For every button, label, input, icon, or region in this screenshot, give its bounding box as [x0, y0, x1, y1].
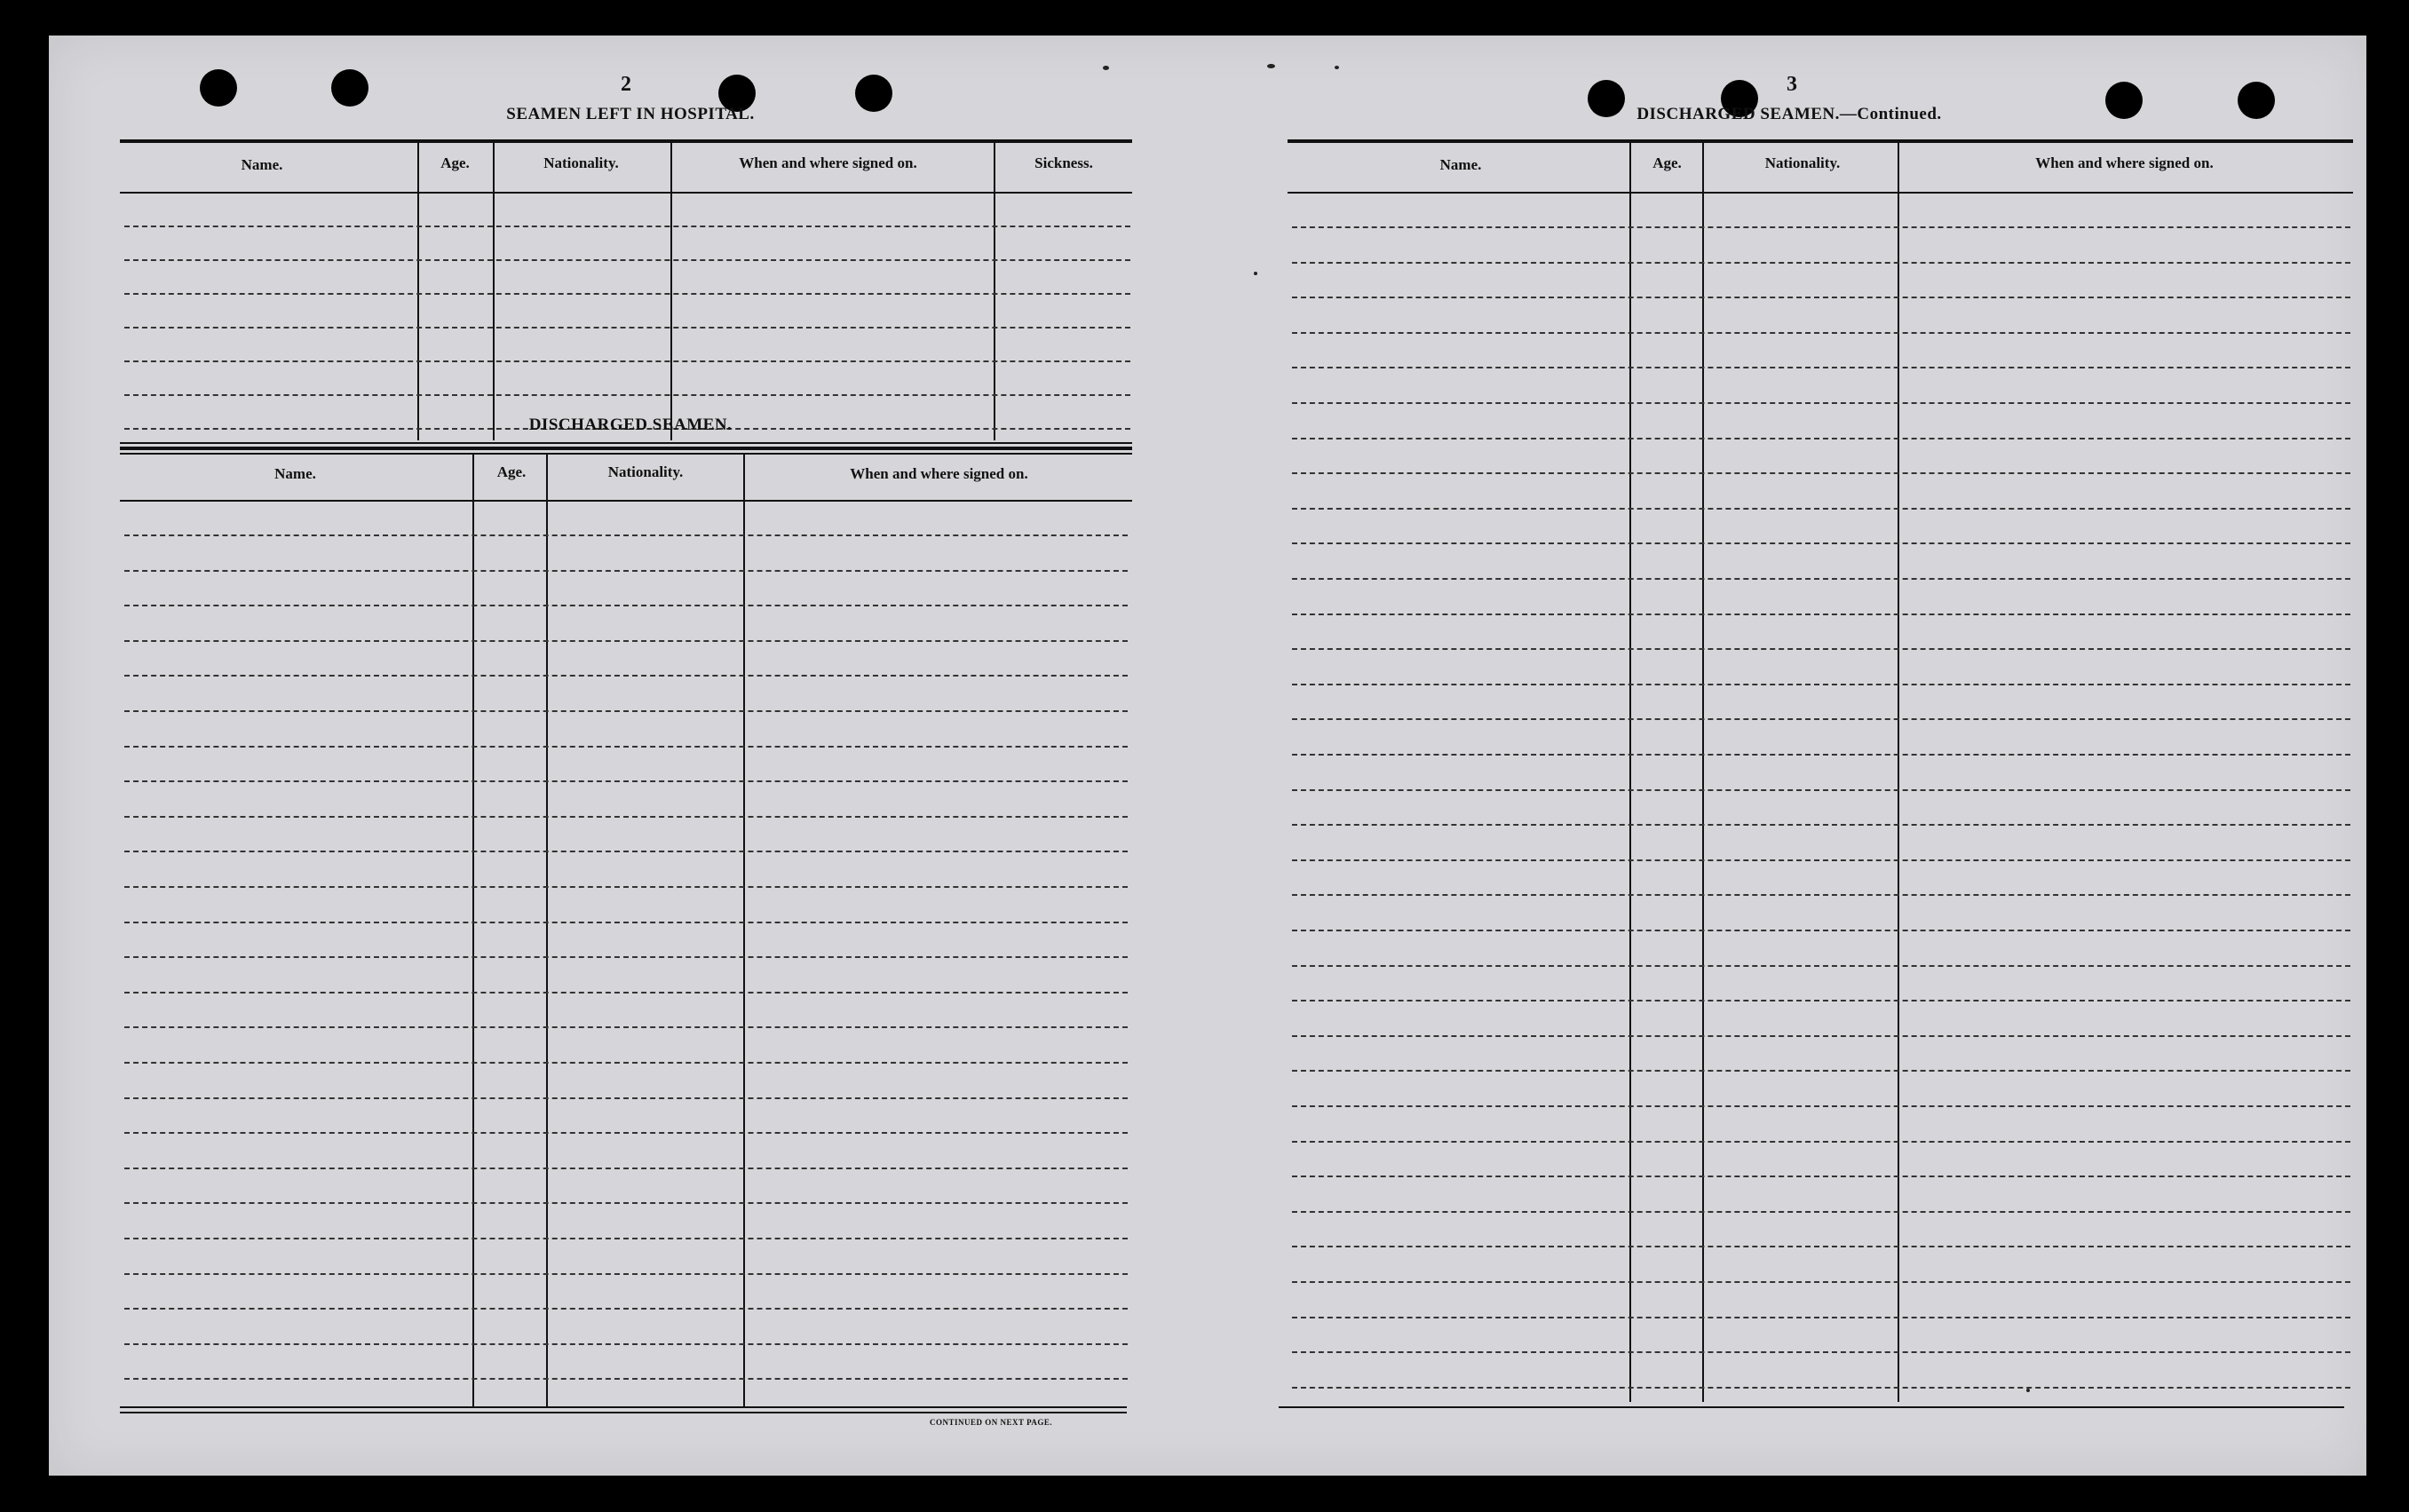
entry-line [124, 640, 1128, 642]
discharged-continued-title: DISCHARGED SEAMEN.—Continued. [1636, 105, 1942, 123]
entry-line [124, 922, 1128, 923]
column-header-nationality: Nationality. [543, 154, 619, 171]
entry-line [124, 675, 1128, 677]
entry-line [1292, 1035, 2350, 1037]
entry-line [124, 1202, 1128, 1204]
header-bottom-rule [120, 192, 1132, 194]
entry-line [1292, 1176, 2350, 1177]
ink-speck [1335, 66, 1339, 69]
table-top-rule [120, 447, 1132, 450]
column-header-signed-on: When and where signed on. [739, 154, 917, 171]
entry-line [1292, 332, 2350, 334]
column-header-signed-on: When and where signed on. [2035, 154, 2214, 171]
entry-line [1292, 894, 2350, 896]
entry-line [124, 259, 1130, 261]
ink-speck [1254, 272, 1257, 275]
entry-line [124, 1343, 1128, 1345]
entry-line [124, 327, 1130, 329]
entry-line [124, 710, 1128, 712]
column-divider [1702, 141, 1704, 1402]
entry-line [124, 1132, 1128, 1134]
column-header-age: Age. [1652, 154, 1682, 171]
entry-line [1292, 1317, 2350, 1318]
entry-line [124, 360, 1130, 362]
column-header-name: Name. [241, 156, 283, 173]
entry-line [1292, 1211, 2350, 1213]
punch-hole [200, 69, 237, 107]
column-header-nationality: Nationality. [1764, 154, 1841, 171]
entry-line [124, 394, 1130, 396]
table-bottom-rule [120, 1412, 1127, 1413]
entry-line [1292, 965, 2350, 967]
column-header-name: Name. [1439, 156, 1482, 173]
entry-line [1292, 297, 2350, 298]
entry-line [1292, 226, 2350, 228]
entry-line [1292, 542, 2350, 544]
entry-line [1292, 1141, 2350, 1143]
table-bottom-rule [120, 442, 1132, 444]
column-divider [546, 455, 548, 1406]
punch-hole [2105, 82, 2143, 119]
entry-line [1292, 754, 2350, 756]
entry-line [1292, 508, 2350, 510]
table-top-rule [120, 453, 1132, 455]
entry-line [1292, 824, 2350, 826]
table-bottom-rule [1279, 1406, 2344, 1408]
header-bottom-rule [1288, 192, 2353, 194]
column-divider [1629, 141, 1631, 1402]
entry-line [124, 992, 1128, 993]
entry-line [1292, 438, 2350, 439]
entry-line [1292, 930, 2350, 931]
column-divider [1898, 141, 1899, 1402]
entry-line [124, 851, 1128, 852]
entry-line [1292, 859, 2350, 861]
entry-line [1292, 1351, 2350, 1353]
ink-speck [2026, 1389, 2030, 1392]
entry-line [1292, 402, 2350, 404]
entry-line [124, 886, 1128, 888]
entry-line [1292, 789, 2350, 791]
entry-line [124, 570, 1128, 572]
entry-line [1292, 367, 2350, 368]
entry-line [124, 226, 1130, 227]
entry-line [1292, 614, 2350, 615]
entry-line [1292, 1070, 2350, 1072]
punch-hole [331, 69, 368, 107]
entry-line [1292, 684, 2350, 685]
entry-line [1292, 1281, 2350, 1283]
entry-line [124, 1062, 1128, 1064]
discharged-section-title: DISCHARGED SEAMEN. [528, 416, 733, 434]
entry-line [1292, 1000, 2350, 1001]
punch-hole [855, 75, 892, 112]
paper-sheet [49, 36, 2366, 1476]
entry-line [124, 1097, 1128, 1099]
column-header-name: Name. [274, 465, 316, 482]
column-divider [743, 455, 745, 1406]
ink-speck [1103, 66, 1109, 70]
entry-line [1292, 718, 2350, 720]
continued-note: CONTINUED ON NEXT PAGE. [930, 1418, 1053, 1427]
entry-line [1292, 1105, 2350, 1107]
punch-hole [2238, 82, 2275, 119]
entry-line [124, 956, 1128, 958]
ink-speck [1267, 64, 1275, 68]
entry-line [124, 1273, 1128, 1275]
entry-line [1292, 578, 2350, 580]
entry-line [1292, 648, 2350, 650]
entry-line [1292, 262, 2350, 264]
header-bottom-rule [120, 500, 1132, 502]
column-header-age: Age. [440, 154, 470, 171]
entry-line [124, 1168, 1128, 1169]
table-top-rule [120, 139, 1132, 143]
column-divider [472, 455, 474, 1406]
entry-line [1292, 472, 2350, 474]
page-number: 3 [1787, 73, 1797, 96]
entry-line [124, 1308, 1128, 1310]
entry-line [124, 534, 1128, 536]
entry-line [124, 1378, 1128, 1380]
entry-line [124, 816, 1128, 818]
entry-line [124, 1238, 1128, 1239]
entry-line [1292, 1387, 2350, 1389]
entry-line [124, 1026, 1128, 1028]
entry-line [124, 293, 1130, 295]
column-header-age: Age. [496, 463, 527, 480]
page-number: 2 [621, 73, 631, 96]
entry-line [124, 605, 1128, 606]
column-header-sickness: Sickness. [1034, 154, 1093, 171]
column-header-signed-on: When and where signed on. [850, 465, 1028, 482]
entry-line [124, 746, 1128, 748]
table-bottom-rule [120, 1406, 1127, 1408]
table-top-rule [1288, 139, 2353, 143]
entry-line [1292, 1246, 2350, 1247]
hospital-section-title: SEAMEN LEFT IN HOSPITAL. [506, 105, 755, 123]
entry-line [124, 780, 1128, 782]
column-header-nationality: Nationality. [607, 463, 684, 480]
